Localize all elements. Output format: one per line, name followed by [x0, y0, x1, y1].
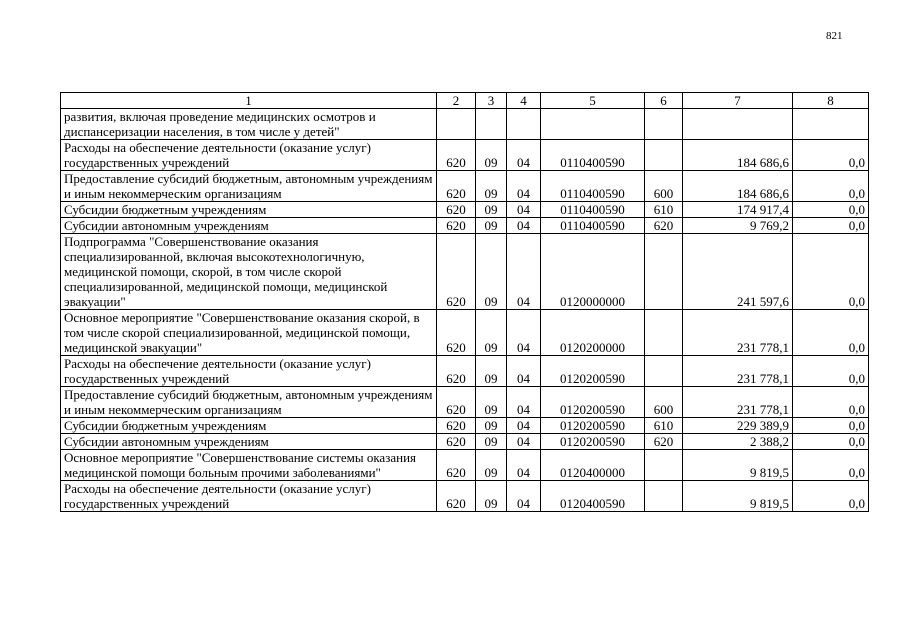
subsection-cell: 04	[507, 434, 541, 450]
subsection-cell: 04	[507, 171, 541, 202]
amount-cell: 9 769,2	[683, 218, 793, 234]
ministry-code-cell: 620	[437, 310, 476, 356]
amount-cell	[683, 109, 793, 140]
table-row	[61, 218, 869, 234]
amount-secondary-cell: 0,0	[793, 450, 869, 481]
amount-cell: 241 597,6	[683, 234, 793, 310]
row-name-cell: Расходы на обеспечение деятельности (оказание услуг) государственных учреждений	[61, 481, 437, 512]
section-cell	[476, 109, 507, 140]
ministry-code-cell: 620	[437, 140, 476, 171]
target-article-cell: 0120200590	[541, 434, 645, 450]
target-article-cell: 0120200590	[541, 418, 645, 434]
section-cell: 09	[476, 234, 507, 310]
expense-type-cell	[645, 310, 683, 356]
target-article-cell: 0120400000	[541, 450, 645, 481]
table-row	[61, 109, 869, 140]
row-name-cell: Субсидии бюджетным учреждениям	[61, 418, 437, 434]
section-cell: 09	[476, 450, 507, 481]
row-name-cell: Субсидии автономным учреждениям	[61, 434, 437, 450]
table-row	[61, 171, 869, 202]
column-header: 5	[541, 93, 645, 109]
target-article-cell	[541, 109, 645, 140]
ministry-code-cell: 620	[437, 450, 476, 481]
amount-secondary-cell: 0,0	[793, 387, 869, 418]
table-row	[61, 140, 869, 171]
section-cell: 09	[476, 481, 507, 512]
ministry-code-cell: 620	[437, 481, 476, 512]
ministry-code-cell: 620	[437, 202, 476, 218]
row-name-cell: Основное мероприятие "Совершенствование системы оказания медицинской помощи больным прочими заболеваниями"	[61, 450, 437, 481]
amount-secondary-cell: 0,0	[793, 310, 869, 356]
target-article-cell: 0110400590	[541, 140, 645, 171]
subsection-cell: 04	[507, 418, 541, 434]
section-cell: 09	[476, 140, 507, 171]
expense-type-cell: 610	[645, 418, 683, 434]
ministry-code-cell: 620	[437, 387, 476, 418]
target-article-cell: 0110400590	[541, 202, 645, 218]
table-row	[61, 418, 869, 434]
subsection-cell: 04	[507, 234, 541, 310]
expense-type-cell: 600	[645, 387, 683, 418]
amount-secondary-cell: 0,0	[793, 418, 869, 434]
amount-cell: 174 917,4	[683, 202, 793, 218]
table-row	[61, 310, 869, 356]
subsection-cell: 04	[507, 140, 541, 171]
target-article-cell: 0120200590	[541, 387, 645, 418]
row-name-cell: Основное мероприятие "Совершенствование оказания скорой, в том числе скорой специализированной, медицинской помощи, медицинской эвакуации"	[61, 310, 437, 356]
ministry-code-cell: 620	[437, 234, 476, 310]
section-cell: 09	[476, 171, 507, 202]
amount-secondary-cell: 0,0	[793, 434, 869, 450]
expense-type-cell	[645, 140, 683, 171]
amount-cell: 184 686,6	[683, 171, 793, 202]
column-header: 1	[61, 93, 437, 109]
target-article-cell: 0120000000	[541, 234, 645, 310]
amount-secondary-cell: 0,0	[793, 171, 869, 202]
amount-cell: 9 819,5	[683, 481, 793, 512]
budget-table	[60, 92, 869, 512]
subsection-cell: 04	[507, 356, 541, 387]
expense-type-cell	[645, 450, 683, 481]
section-cell: 09	[476, 356, 507, 387]
table-body	[61, 109, 869, 512]
table-row	[61, 387, 869, 418]
expense-type-cell: 600	[645, 171, 683, 202]
amount-cell: 9 819,5	[683, 450, 793, 481]
amount-secondary-cell: 0,0	[793, 218, 869, 234]
subsection-cell	[507, 109, 541, 140]
row-name-cell: Расходы на обеспечение деятельности (оказание услуг) государственных учреждений	[61, 356, 437, 387]
section-cell: 09	[476, 434, 507, 450]
target-article-cell: 0110400590	[541, 171, 645, 202]
subsection-cell: 04	[507, 218, 541, 234]
amount-secondary-cell: 0,0	[793, 356, 869, 387]
expense-type-cell: 610	[645, 202, 683, 218]
amount-secondary-cell: 0,0	[793, 140, 869, 171]
column-header: 2	[437, 93, 476, 109]
section-cell: 09	[476, 310, 507, 356]
table-row	[61, 481, 869, 512]
ministry-code-cell: 620	[437, 171, 476, 202]
target-article-cell: 0120200000	[541, 310, 645, 356]
expense-type-cell	[645, 481, 683, 512]
expense-type-cell: 620	[645, 218, 683, 234]
row-name-cell: Расходы на обеспечение деятельности (оказание услуг) государственных учреждений	[61, 140, 437, 171]
table-row	[61, 356, 869, 387]
expense-type-cell	[645, 109, 683, 140]
column-header: 3	[476, 93, 507, 109]
target-article-cell: 0120200590	[541, 356, 645, 387]
target-article-cell: 0110400590	[541, 218, 645, 234]
column-number-row	[61, 93, 869, 109]
subsection-cell: 04	[507, 481, 541, 512]
amount-cell: 231 778,1	[683, 356, 793, 387]
ministry-code-cell: 620	[437, 356, 476, 387]
row-name-cell: Предоставление субсидий бюджетным, автономным учреждениям и иным некоммерческим организациям	[61, 387, 437, 418]
section-cell: 09	[476, 218, 507, 234]
expense-type-cell	[645, 234, 683, 310]
column-header: 8	[793, 93, 869, 109]
row-name-cell: Подпрограмма "Совершенствование оказания специализированной, включая высокотехнологичную, медицинской помощи, скорой, в том числе скорой специализированной, медицинской помощи, медицинской эвакуации"	[61, 234, 437, 310]
column-header: 4	[507, 93, 541, 109]
table-row	[61, 202, 869, 218]
amount-secondary-cell: 0,0	[793, 234, 869, 310]
amount-secondary-cell: 0,0	[793, 202, 869, 218]
table-row	[61, 450, 869, 481]
ministry-code-cell: 620	[437, 218, 476, 234]
row-name-cell: развития, включая проведение медицинских осмотров и диспансеризации населения, в том числе у детей"	[61, 109, 437, 140]
subsection-cell: 04	[507, 202, 541, 218]
table-row	[61, 434, 869, 450]
section-cell: 09	[476, 202, 507, 218]
column-header: 6	[645, 93, 683, 109]
subsection-cell: 04	[507, 387, 541, 418]
amount-secondary-cell: 0,0	[793, 481, 869, 512]
row-name-cell: Предоставление субсидий бюджетным, автономным учреждениям и иным некоммерческим организациям	[61, 171, 437, 202]
table-row	[61, 234, 869, 310]
subsection-cell: 04	[507, 310, 541, 356]
ministry-code-cell: 620	[437, 434, 476, 450]
amount-cell: 231 778,1	[683, 310, 793, 356]
amount-cell: 2 388,2	[683, 434, 793, 450]
amount-cell: 231 778,1	[683, 387, 793, 418]
amount-secondary-cell	[793, 109, 869, 140]
target-article-cell: 0120400590	[541, 481, 645, 512]
section-cell: 09	[476, 387, 507, 418]
page-number: 821	[826, 30, 843, 42]
column-header: 7	[683, 93, 793, 109]
expense-type-cell: 620	[645, 434, 683, 450]
section-cell: 09	[476, 418, 507, 434]
row-name-cell: Субсидии автономным учреждениям	[61, 218, 437, 234]
ministry-code-cell: 620	[437, 418, 476, 434]
amount-cell: 184 686,6	[683, 140, 793, 171]
ministry-code-cell	[437, 109, 476, 140]
amount-cell: 229 389,9	[683, 418, 793, 434]
expense-type-cell	[645, 356, 683, 387]
row-name-cell: Субсидии бюджетным учреждениям	[61, 202, 437, 218]
subsection-cell: 04	[507, 450, 541, 481]
